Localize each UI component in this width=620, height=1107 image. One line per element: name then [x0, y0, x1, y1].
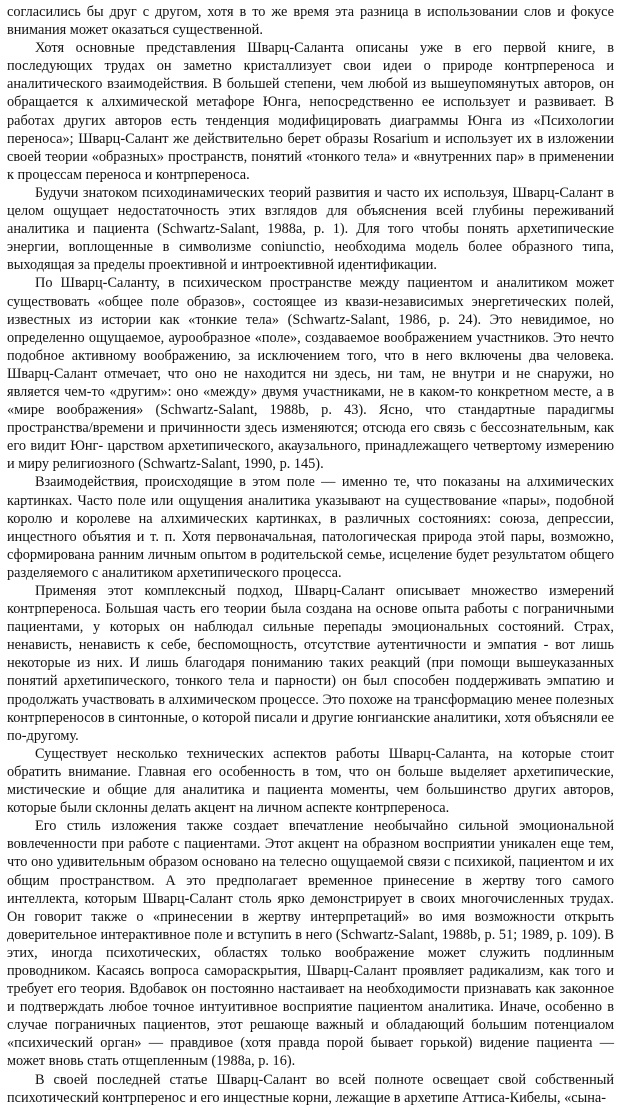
- paragraph-7: Существует несколько технических аспектов работы Шварц-Саланта, на которые стоит обратить внимание. Главная его особенность в том, что он больше выделяет архетипические, мистические и общие для аналитика и пациента моменты, чем большинство других авторов, которые были склонны делать акцент на личном аспекте контрпереноса.: [7, 745, 614, 817]
- paragraph-1: согласились бы друг с другом, хотя в то же время эта разница в использовании слов и фокусе внимания может оказаться существенной.: [7, 4, 614, 39]
- paragraph-8: Его стиль изложения также создает впечатление необычайно сильной эмоциональной вовлеченности при работе с пациентами. Этот акцент на образном восприятии уникален еще тем, что оно удивительным образом основано на телесно ощущаемой связи с психикой, пациентом и их общим пространством. А это предполагает временное принесение в жертву того самого интеллекта, которым Шварц-Салант столь ярко демонстрирует в своих многочисленных трудах. Он говорит также о «принесении в жертву интерпретаций» во имя возможности открыть доверительное интерактивное поле и вступить в него (Schwartz-Salant, 1988b, p. 51; 1989, p. 109). В этих, иногда психотических, областях только воображение может служить подлинным проводником. Касаясь вопроса самораскрытия, Шварц-Салант проявляет радикализм, как того и требует его теория. Вдобавок он постоянно настаивает на необходимости признавать как законное и подтверждать любое точное интуитивное восприятие пациентом аналитика. Иначе, особенно в случае пограничных пациентов, этот решающе важный и обладающий большим потенциалом «психический орган» — правдивое (хотя правда порой бывает горькой) видение пациента — может вновь стать отщепленным (1988a, p. 16).: [7, 818, 614, 1070]
- paragraph-4: По Шварц-Саланту, в психическом пространстве между пациентом и аналитиком может существовать «общее поле образов», состоящее из квази-независимых энергетических полей, известных из истории как «тонкие тела» (Schwartz-Salant, 1986, p. 24). Это невидимое, но определенно ощущаемое, аурообразное «поле», создаваемое воображением участников. Это нечто подобное активному воображению, за исключением того, что в него включены два человека. Шварц-Салант отмечает, что оно не находится ни здесь, ни там, не внутри и не снаружи, но является чем-то «другим»: оно «между» двумя участниками, не в каком-то конкретном месте, а в «мире воображения» (Schwartz-Salant, 1988b, p. 43). Ясно, что стандартные парадигмы пространства/времени и причинности здесь изменяются; отсюда его связь с бессознательным, как его видит Юнг- царством архетипического, акаузального, принадлежащего четвертому измерению и миру религиозного (Schwartz-Salant, 1990, p. 145).: [7, 275, 614, 473]
- paragraph-3: Будучи знатоком психодинамических теорий развития и часто их используя, Шварц-Салант в целом ощущает недостаточность этих взглядов для объяснения всей глубины переживаний аналитика и пациента (Schwartz-Salant, 1988a, p. 1). Для того чтобы понять архетипические энергии, воплощенные в символизме coniunctio, необходима модель более образного типа, выходящая за пределы проективной и интроективной идентификации.: [7, 184, 614, 274]
- paragraph-9: В своей последней статье Шварц-Салант во всей полноте освещает свой собственный психотический контрперенос и его инцестные корни, лежащие в архетипе Аттиса-Кибелы, «сына-: [7, 1071, 614, 1106]
- paragraph-2: Хотя основные представления Шварц-Саланта описаны уже в его первой книге, в последующих трудах он заметно кристаллизует свои идеи о природе контрпереноса и аналитического взаимодействия. В большей степени, чем любой из вышеупомянутых авторов, он обращается к алхимической метафоре Юнга, непосредственно ее использует и развивает. В работах других авторов есть тенденция модифицировать диаграммы Юнга из «Психологии переноса»; Шварц-Салант же действительно берет образы Rosarium и использует их в изложении своей теории «образных» пространств, понятий «тонкого тела» и «внутренних пар» в применении к процессам переноса и контрпереноса.: [7, 40, 614, 183]
- paragraph-6: Применяя этот комплексный подход, Шварц-Салант описывает множество измерений контрпереноса. Большая часть его теории была создана на основе опыта работы с пограничными пациентами, у которых он наблюдал сильные перепады эмоциональных состояний. Страх, ненависть, ненависть к себе, беспомощность, отсутствие аутентичности и эмпатия - вот лишь некоторые из них. И лишь благодаря пониманию таких реакций (при помощи вышеуказанных понятий архетипического, тонкого тела и парности) он был способен поддерживать эмпатию и продолжать участвовать в алхимическом процессе. Это похоже на трансформацию менее полезных контрпереносов в синтонные, о которой писали и другие юнгианские аналитики, хотя объясняли ее по-другому.: [7, 583, 615, 744]
- paragraph-5: Взаимодействия, происходящие в этом поле — именно те, что показаны на алхимических картинках. Часто поле или ощущения аналитика указывают на существование «пары», подобной королю и королеве на алхимических картинках, в различных состояниях: союза, депрессии, инцестного объятия и т. п. Хотя первоначальная, патологическая природа этой пары, возможно, сформирована ранним личным опытом в родительской семье, исцеление будет результатом общего разделяемого с аналитиком архетипического процесса.: [7, 474, 614, 581]
